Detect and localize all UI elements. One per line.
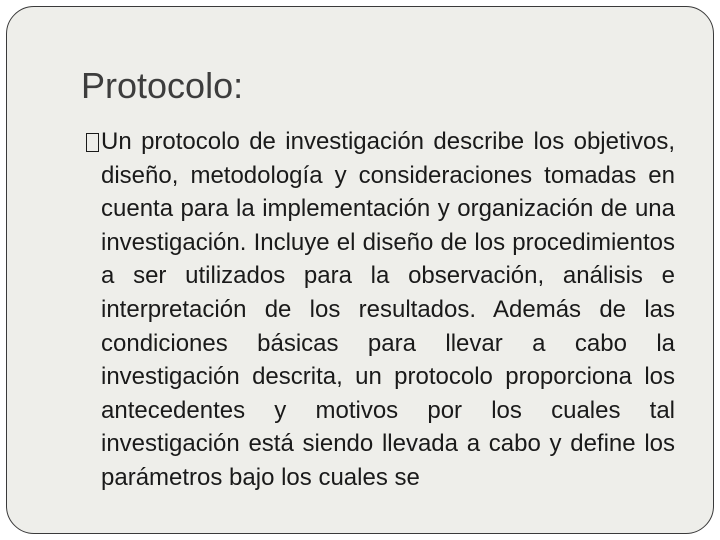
slide-title: Protocolo: [81,65,244,106]
missing-glyph-box-icon [86,125,99,159]
slide-frame [6,6,714,534]
slide-content [101,125,675,495]
body-paragraph: Un protocolo de investigación describe los objetivos, diseño, metodología y consideraciones tomadas en cuenta para la implementación y organización de una investigación. Incluye el diseño de los procedimientos a ser utilizados para la observación, análisis e interpretación de los resultados. Además de las condiciones básicas para llevar a cabo la investigación descrita, un protocolo proporciona los antecedentes y motivos por los cuales tal investigación está siendo llevada a cabo y define los parámetros bajo los cuales se [101,128,675,491]
